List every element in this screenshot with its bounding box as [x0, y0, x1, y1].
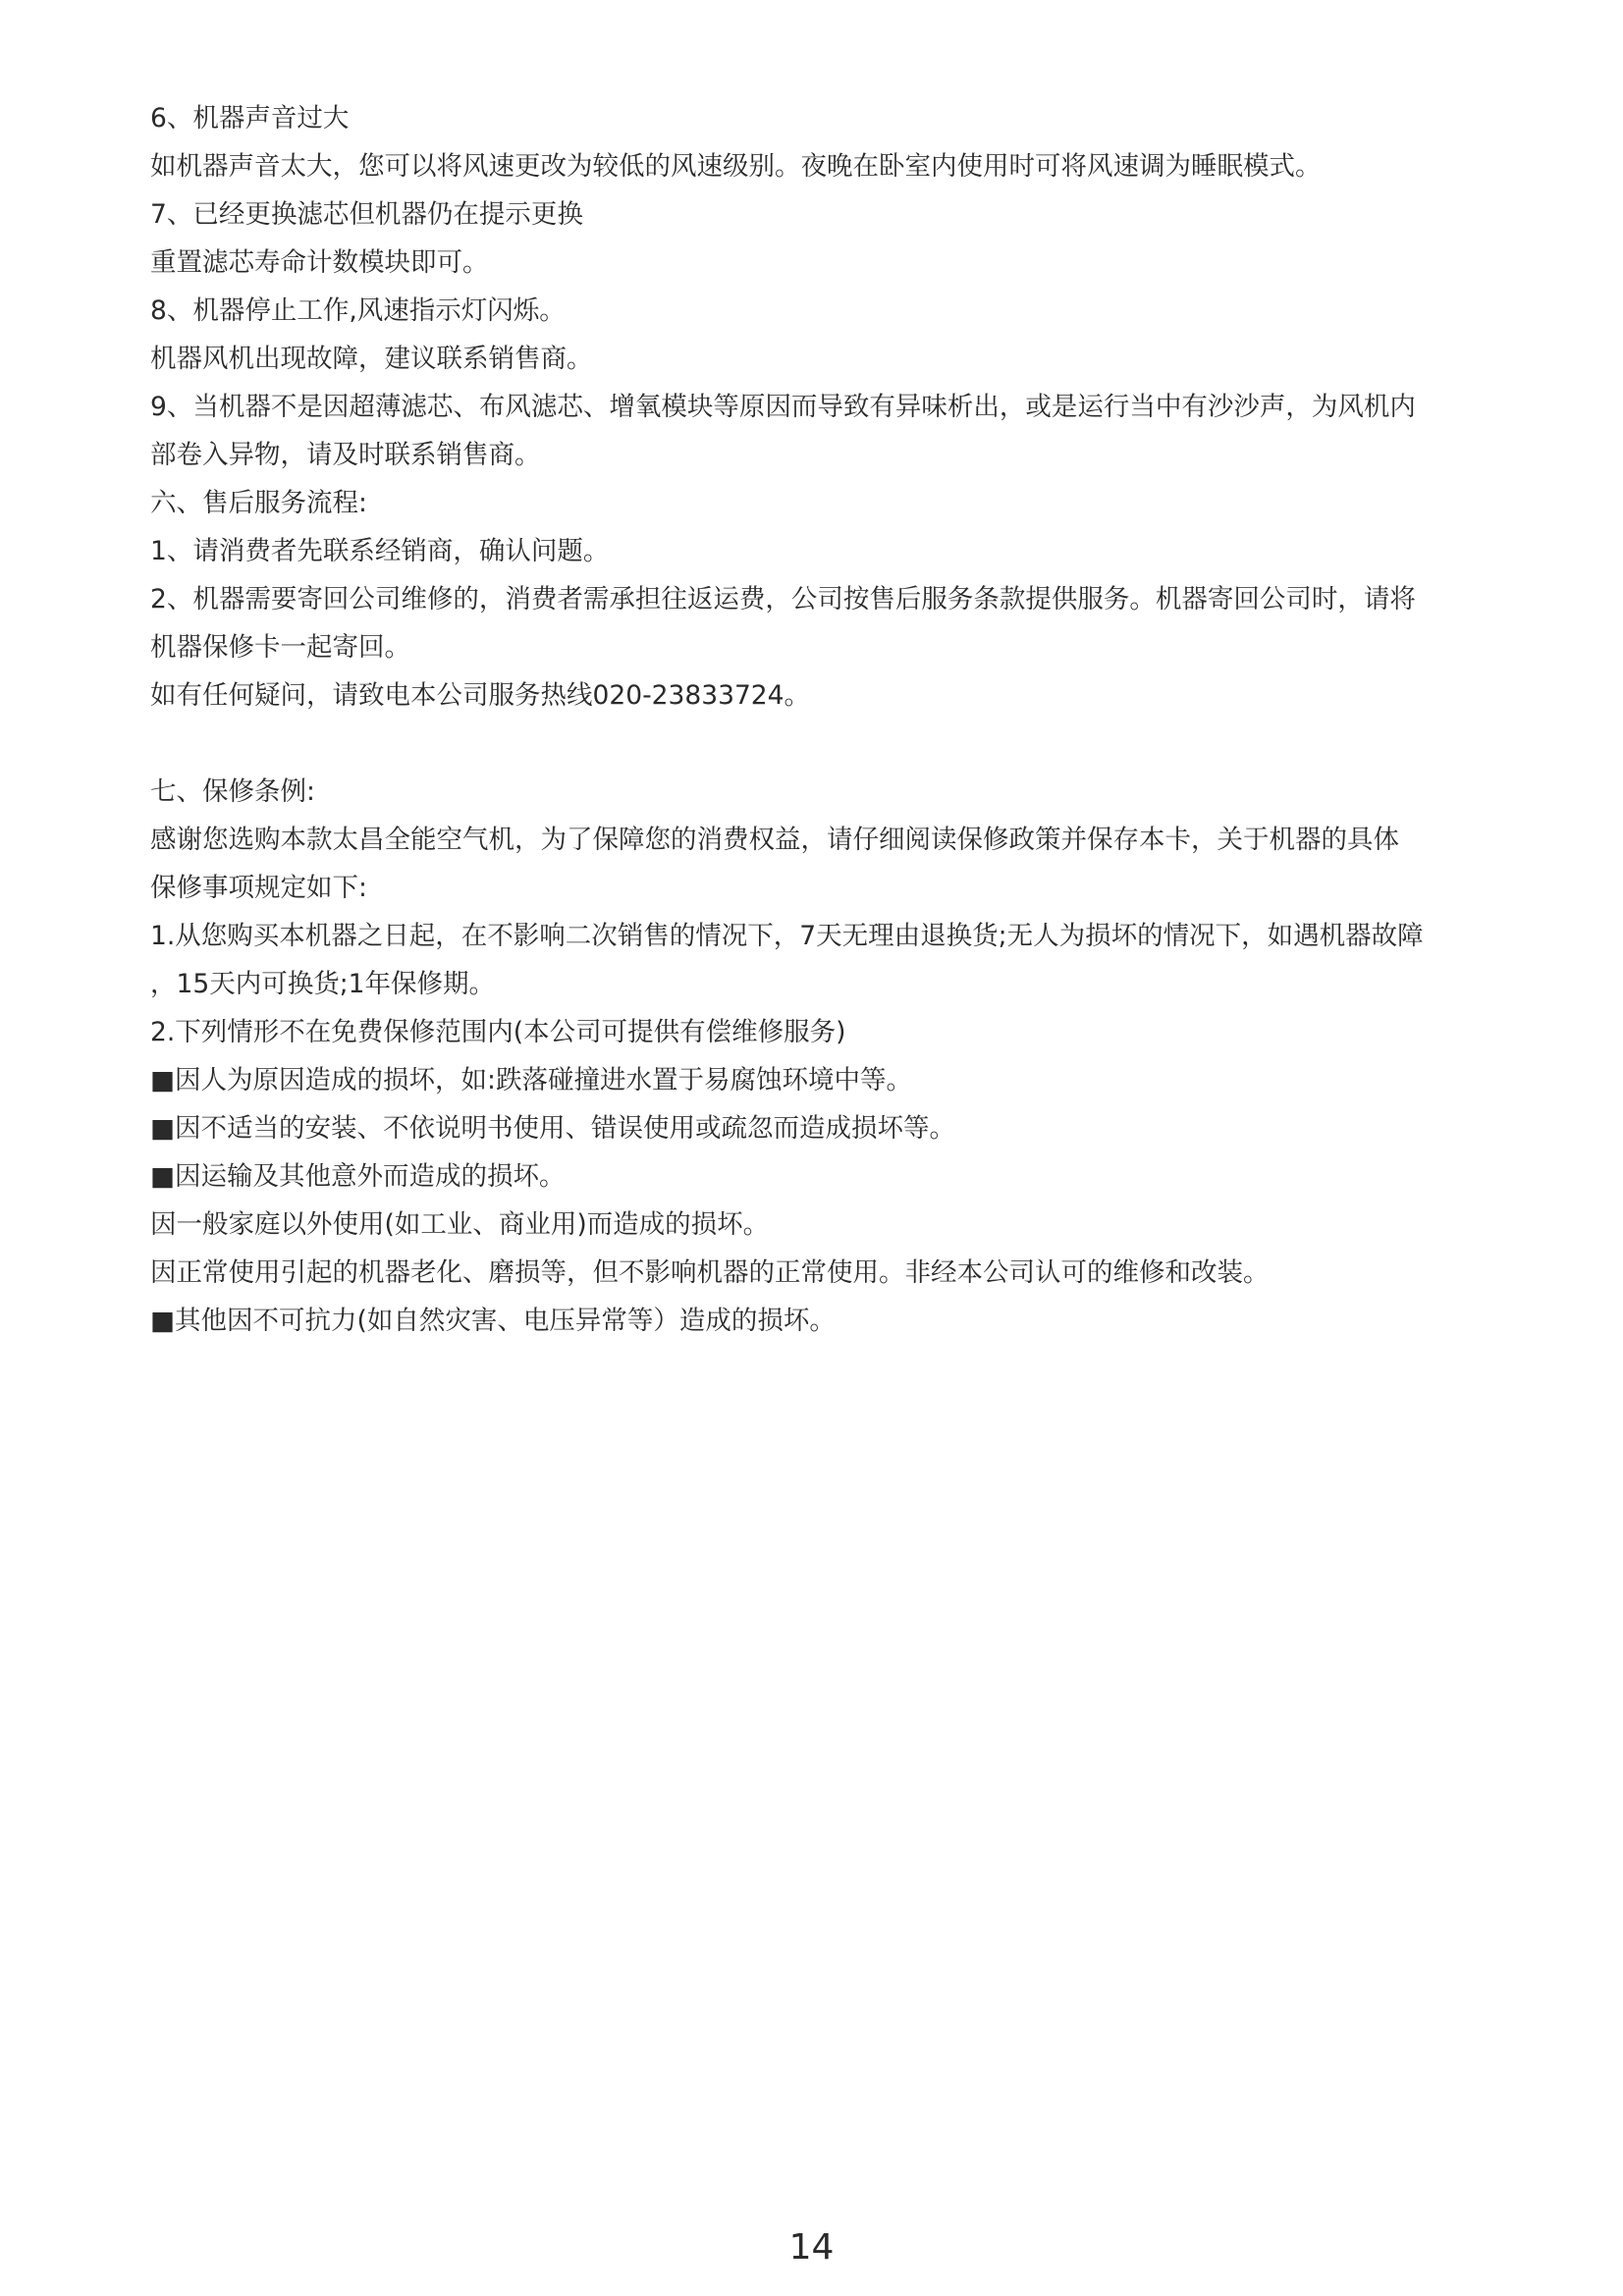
- text-line: 因正常使用引起的机器老化、磨损等，但不影响机器的正常使用。非经本公司认可的维修和改装。: [150, 1257, 1270, 1288]
- text-line: 因一般家庭以外使用(如工业、商业用)而造成的损坏。: [150, 1209, 770, 1240]
- blank-line: [150, 720, 1486, 768]
- section-heading: 七、保修条例:: [150, 776, 315, 807]
- text-line: 如机器声音太大，您可以将风速更改为较低的风速级别。夜晚在卧室内使用时可将风速调为睡眠模式。: [150, 151, 1322, 182]
- text-line: 重置滤芯寿命计数模块即可。: [150, 247, 489, 278]
- text-line: 1.从您购买本机器之日起，在不影响二次销售的情况下，7天无理由退换货;无人为损坏的情况下，如遇机器故障: [150, 921, 1424, 951]
- bullet-item: ■因不适当的安装、不依说明书使用、错误使用或疏忽而造成损坏等。: [150, 1113, 956, 1144]
- text-line: 2.下列情形不在免费保修范围内(本公司可提供有偿维修服务): [150, 1017, 846, 1047]
- section-heading: 六、售后服务流程:: [150, 488, 367, 518]
- page-number: 14: [788, 2227, 835, 2268]
- text-line: 1、请消费者先联系经销商，确认问题。: [150, 536, 610, 566]
- hotline-text: 如有任何疑问，请致电本公司服务热线020-23833724。: [150, 680, 811, 711]
- text-line: 8、机器停止工作,风速指示灯闪烁。: [150, 295, 566, 326]
- text-line: 机器风机出现故障，建议联系销售商。: [150, 344, 593, 374]
- text-line: 部卷入异物，请及时联系销售商。: [150, 440, 541, 470]
- text-line: ，15天内可换货;1年保修期。: [150, 969, 496, 999]
- text-line: 感谢您选购本款太昌全能空气机，为了保障您的消费权益，请仔细阅读保修政策并保存本卡，关于机器的具体: [150, 825, 1399, 855]
- document-body: [150, 94, 1486, 1345]
- text-line: 9、当机器不是因超薄滤芯、布风滤芯、增氧模块等原因而导致有异味析出，或是运行当中有沙沙声，为风机内: [150, 392, 1416, 422]
- text-line: 机器保修卡一起寄回。: [150, 632, 410, 663]
- bullet-item: ■其他因不可抗力(如自然灾害、电压异常等）造成的损坏。: [150, 1306, 836, 1336]
- text-line: 6、机器声音过大: [150, 103, 350, 133]
- text-line: 2、机器需要寄回公司维修的，消费者需承担往返运费，公司按售后服务条款提供服务。机器寄回公司时，请将: [150, 584, 1416, 614]
- bullet-item: ■因运输及其他意外而造成的损坏。: [150, 1161, 566, 1192]
- bullet-item: ■因人为原因造成的损坏，如:跌落碰撞进水置于易腐蚀环境中等。: [150, 1065, 912, 1095]
- text-line: 7、已经更换滤芯但机器仍在提示更换: [150, 199, 583, 230]
- text-line: 保修事项规定如下:: [150, 873, 367, 903]
